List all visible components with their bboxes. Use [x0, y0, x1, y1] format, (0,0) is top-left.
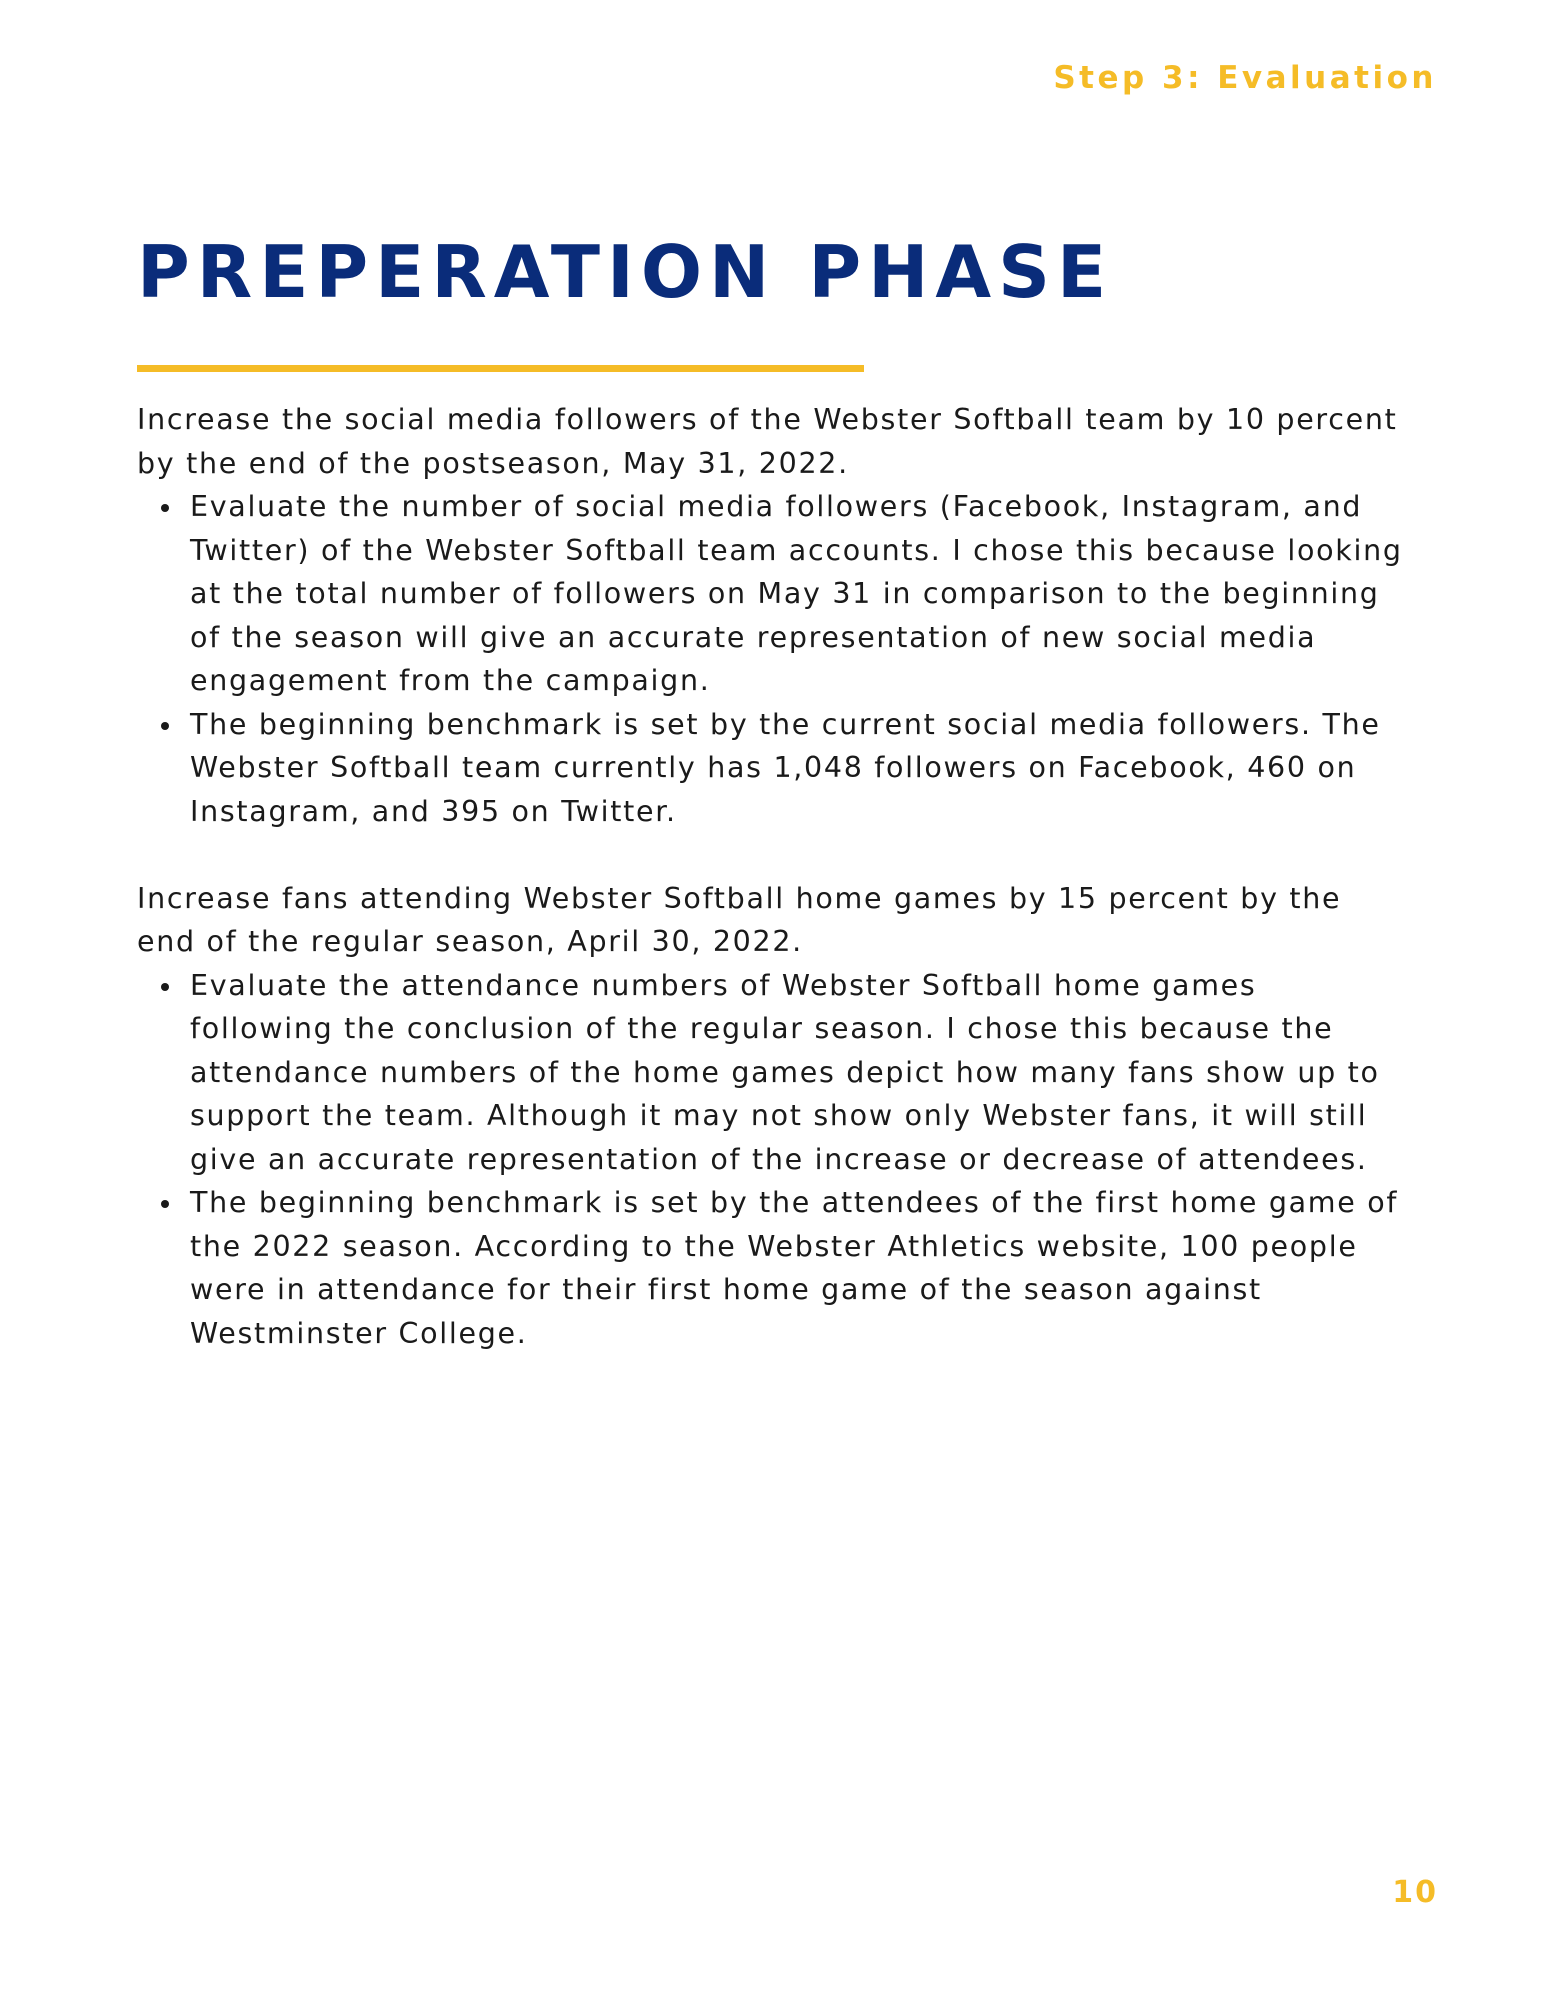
list-item: The beginning benchmark is set by the attendees of the first home game of the 2022 season. According to the Webster Athletics website, 100 people were in attendance for their first home game of the season against Westminster College. [190, 1181, 1407, 1355]
list-item: The beginning benchmark is set by the current social media followers. The Webster Softball team currently has 1,048 followers on Facebook, 460 on Instagram, and 395 on Twitter. [190, 703, 1407, 834]
page-title: PREPERATION PHASE [137, 230, 1114, 314]
objective-social-media [137, 398, 1407, 833]
main-content [137, 398, 1407, 1355]
step-label: Step 3: Evaluation [1053, 60, 1437, 96]
list-item: Evaluate the number of social media followers (Facebook, Instagram, and Twitter) of the Webster Softball team accounts. I chose this because looking at the total number of followers on May 31 in comparison to the beginning of the season will give an accurate representation of new social media engagement from the campaign. [190, 485, 1407, 703]
objective-statement: Increase fans attending Webster Softball home games by 15 percent by the end of the regular season, April 30, 2022. [137, 881, 1342, 958]
list-item: Evaluate the attendance numbers of Webster Softball home games following the conclusion of the regular season. I chose this because the attendance numbers of the home games depict how many fans show up to support the team. Although it may not show only Webster fans, it will still give an accurate representation of the increase or decrease of attendees. [190, 964, 1407, 1182]
page-number: 10 [1392, 1875, 1438, 1910]
objective-statement: Increase the social media followers of the Webster Softball team by 10 percent by the end of the postseason, May 31, 2022. [137, 403, 1398, 480]
evaluation-list [137, 964, 1407, 1356]
title-underline [137, 365, 864, 372]
objective-attendance [137, 877, 1407, 1356]
evaluation-list [137, 485, 1407, 833]
section-spacer [137, 833, 1407, 877]
